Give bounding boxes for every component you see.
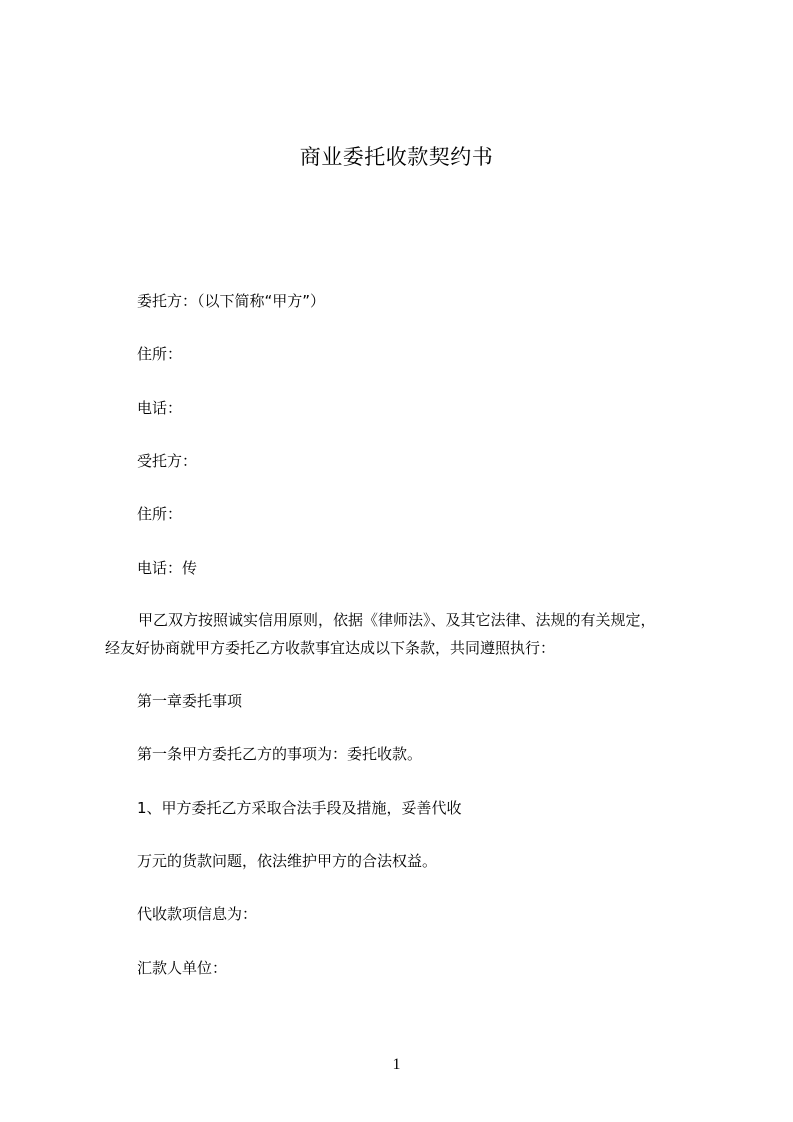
- payment-info-label: 代收款项信息为：: [137, 905, 258, 923]
- agent-address: 住所：: [137, 505, 183, 523]
- client-address: 住所：: [137, 345, 183, 363]
- document-title: 商业委托收款契约书: [299, 145, 494, 169]
- remitter-label: 汇款人单位：: [137, 959, 228, 977]
- agent-phone: 电话：传: [137, 559, 198, 577]
- preamble-line-1: 甲乙双方按照诚实信用原则，依据《律师法》、及其它法律、法规的有关规定，: [138, 611, 656, 629]
- chapter1-heading: 第一章委托事项: [137, 692, 243, 710]
- agent-line: 受托方：: [137, 452, 198, 470]
- preamble-line-2: 经友好协商就甲方委托乙方收款事宜达成以下条款，共同遵照执行：: [105, 639, 556, 657]
- article1-text: 第一条甲方委托乙方的事项为：委托收款。: [137, 745, 423, 763]
- preamble-paragraph: [105, 606, 693, 662]
- page-number: 1: [392, 1056, 401, 1073]
- client-phone: 电话：: [137, 399, 183, 417]
- item1-part2: 万元的货款问题，依法维护甲方的合法权益。: [137, 852, 438, 870]
- item1-part1: 1、甲方委托乙方采取合法手段及措施，妥善代收: [137, 799, 462, 817]
- client-line: 委托方：（以下简称“甲方”）: [137, 292, 326, 310]
